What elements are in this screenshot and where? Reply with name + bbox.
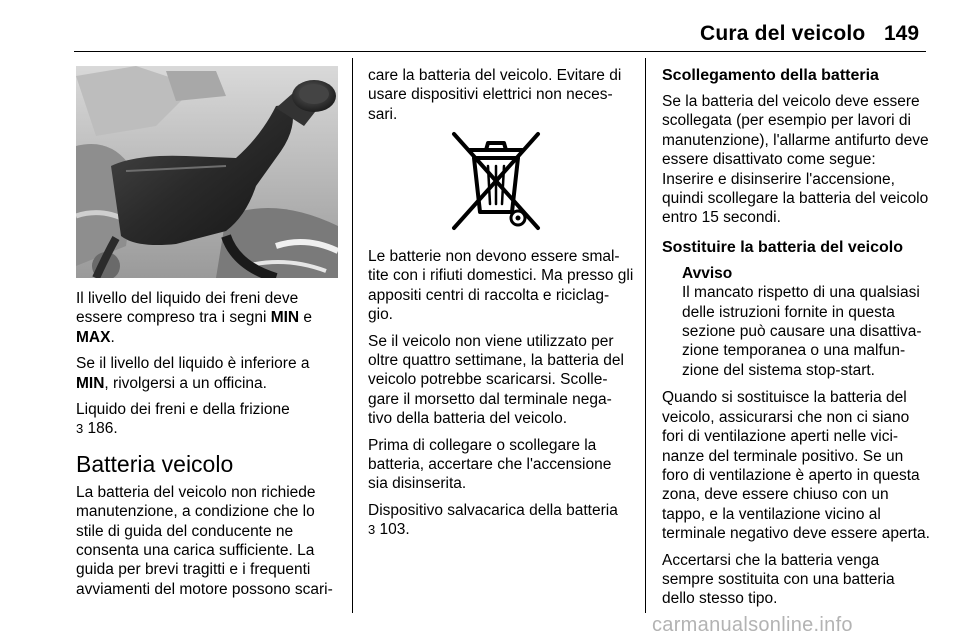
same-type-paragraph: Accertarsi che la batteria venga sempre sostituita con una batteria dello stesso tipo. — [662, 551, 895, 608]
text-run: e — [299, 309, 313, 327]
reference-arrow-icon: 3 — [76, 421, 84, 437]
brake-fluid-reference — [76, 400, 344, 439]
disposal-paragraph: Le batterie non devono essere smal-tite con i rifiuti domestici. Ma presso gli appositi centri di raccolta e riciclag-gio. — [368, 248, 634, 324]
column-middle-lower — [368, 247, 634, 547]
crossed-bin-icon — [440, 128, 552, 234]
ignition-paragraph: Prima di collegare o scollegare la batteria, accertare che l'accensione sia disinserita. — [368, 436, 612, 493]
column-divider-left — [352, 58, 353, 613]
reference-arrow-icon: 3 — [368, 522, 376, 538]
notice-box — [682, 264, 930, 380]
brake-fluid-reservoir-photo — [76, 66, 338, 278]
running-header-title: Cura del veicolo — [700, 22, 866, 45]
text-run: Il livello del liquido dei freni deve essere compreso tra i segni — [76, 290, 299, 327]
column-middle — [368, 66, 634, 131]
disconnect-battery-heading: Scollegamento della batteria — [662, 67, 879, 84]
column-right — [662, 66, 930, 609]
text-run: . — [110, 328, 115, 346]
reference-text: Liquido dei freni e della frizione — [76, 401, 290, 419]
battery-discharge-paragraph: care la batteria del veicolo. Evitare di usare dispositivi elettrici non neces-sari. — [368, 67, 622, 123]
max-mark-label: MAX — [76, 328, 111, 346]
min-mark-label: MIN — [270, 309, 300, 327]
text-run: , rivolgersi a un officina. — [104, 374, 267, 392]
reference-page-link[interactable]: 186. — [83, 420, 118, 438]
disconnect-battery-paragraph: Se la batteria del veicolo deve essere scollegata (per esempio per lavori di manutenzione), l'allarme antifurto deve essere disattivato come segue: Inserire e disinserire l'accensione, quindi scollegare la batteria del veicolo entro 15 secondi. — [662, 93, 929, 227]
reference-text: Dispositivo salvacarica della batteria — [368, 501, 618, 519]
reference-page-link[interactable]: 103. — [375, 521, 410, 539]
section-title: Batteria veicolo — [76, 450, 234, 477]
notice-text: Il mancato rispetto di una qualsiasi delle istruzioni fornite in questa sezione può causare una disattiva-zione temporanea o una malfun-zione del sistema stop-start. — [682, 284, 922, 379]
storage-paragraph: Se il veicolo non viene utilizzato per oltre quattro settimane, la batteria del veicolo potrebbe scaricarsi. Scolle-gare il morsetto dal terminale nega-tivo della batteria del veicolo. — [368, 332, 624, 428]
replace-battery-heading: Sostituire la batteria del veicolo — [662, 238, 903, 256]
battery-intro-paragraph: La batteria del veicolo non richiede manutenzione, a condizione che lo stile di guida del conducente ne consenta una carica sufficiente. La guida per brevi tragitti e i frequenti avviamenti del motore possono scari- — [76, 483, 333, 598]
brake-fluid-level-paragraph — [76, 289, 344, 347]
min-mark-label: MIN — [76, 374, 105, 392]
watermark: carmanualsonline.info — [652, 614, 853, 636]
column-left — [76, 289, 344, 599]
notice-title: Avviso — [682, 264, 733, 282]
battery-saver-reference — [368, 501, 634, 540]
page-number: 149 — [884, 22, 920, 45]
column-divider-right — [645, 58, 646, 613]
vent-holes-paragraph: Quando si sostituisce la batteria del veicolo, assicurarsi che non ci siano fori di ventilazione aperti nelle vici-nanze del terminale positivo. Se un foro di ventilazione è aperto in questa zona, deve essere chiuso con un tappo, e la ventilazione vicino al terminale negativo deve essere aperta. — [662, 389, 930, 543]
low-level-paragraph — [76, 354, 344, 393]
text-run: Se il livello del liquido è inferiore a — [76, 355, 310, 373]
header-rule — [74, 51, 926, 52]
